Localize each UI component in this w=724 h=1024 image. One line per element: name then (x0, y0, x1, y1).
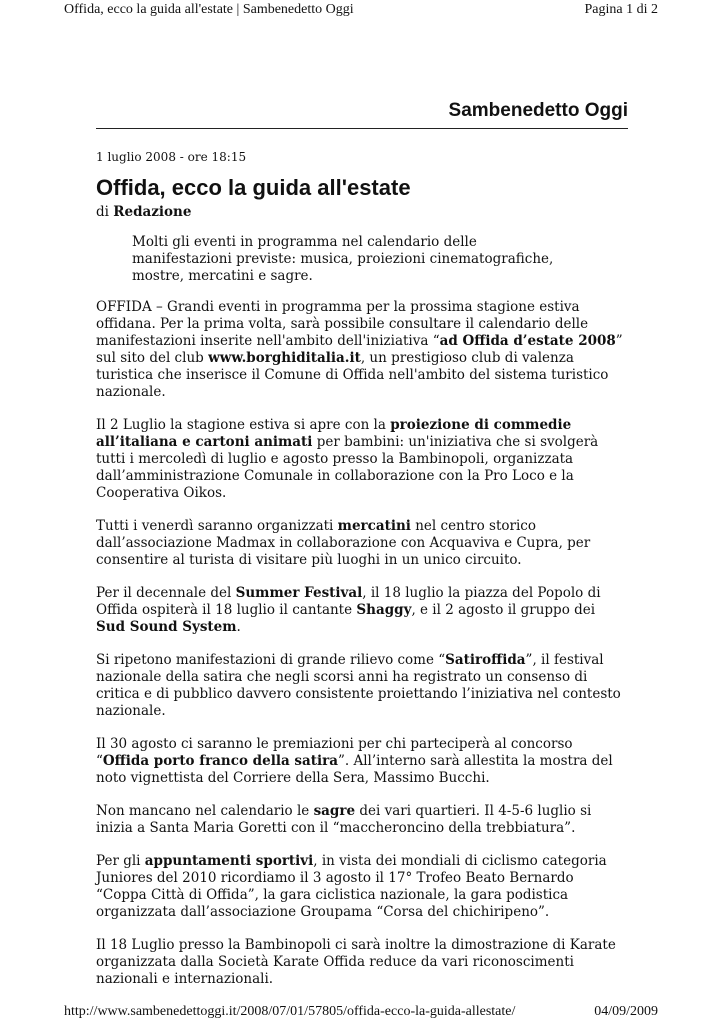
paragraph-text: per bambini: un'iniziativa che si svolgerà tutti i mercoledì di luglio e agosto presso la Bambinopoli, organizzata dall’amministrazione Comunale in collaborazione con la Pro Loco e la Cooperativa Oikos. (96, 434, 599, 501)
emphasis-text: Shaggy (356, 602, 412, 618)
article-paragraph (96, 652, 628, 720)
paragraph-text: . (236, 619, 241, 635)
print-header-title: Offida, ecco la guida all'estate | Sambenedetto Oggi (64, 2, 354, 17)
paragraph-text: ” sul sito del club (96, 333, 623, 366)
article-paragraph (96, 585, 628, 636)
article-body (96, 299, 628, 988)
emphasis-text: mercatini (337, 518, 411, 534)
paragraph-text: ”, il festival nazionale della satira che negli scorsi anni ha registrato un consenso di critica e di pubblico davvero consistente proiettando l’iniziativa nel contesto nazionale. (96, 652, 621, 719)
paragraph-text: Tutti i venerdì saranno organizzati (96, 518, 338, 534)
article-title: Offida, ecco la guida all'estate (96, 175, 411, 200)
emphasis-text: sagre (313, 803, 356, 819)
paragraph-text: Non mancano nel calendario le (96, 803, 314, 819)
paragraph-text: Il 2 Luglio la stagione estiva si apre con la (96, 417, 391, 433)
paragraph-text: , in vista dei mondiali di ciclismo categoria Juniores del 2010 ricordiamo il 3 agosto il 17° Trofeo Beato Bernardo “Coppa Città di Offida”, la gara ciclistica nazionale, la gara podistica organizzata dall’associazione Groupama “Corsa del chichiripeno”. (96, 853, 607, 920)
paragraph-text: , e il 2 agosto il gruppo dei (411, 602, 596, 618)
paragraph-text: Il 30 agosto ci saranno le premiazioni per chi parteciperà al concorso “ (96, 736, 573, 769)
emphasis-text: ad Offida d’estate 2008 (439, 333, 616, 349)
article-paragraph (96, 417, 628, 502)
paragraph-text: OFFIDA – Grandi eventi in programma per la prossima stagione estiva offidana. Per la prima volta, sarà possibile consultare il calendario delle manifestazioni inserite nell'ambito dell'iniziativa “ (96, 299, 589, 349)
emphasis-text: Satiroffida (445, 652, 526, 668)
print-footer-url: http://www.sambenedettoggi.it/2008/07/01/57805/offida-ecco-la-guida-allestate/ (64, 1004, 516, 1019)
byline-prefix: di (96, 204, 114, 220)
emphasis-text: Offida porto franco della satira (102, 753, 338, 769)
article-paragraph (96, 518, 628, 569)
masthead: Sambenedetto Oggi (96, 100, 628, 129)
emphasis-text: Summer Festival (235, 585, 363, 601)
paragraph-text: , un prestigioso club di valenza turistica che inserisce il Comune di Offida nell'ambito del sistema turistico nazionale. (96, 350, 609, 400)
author-name: Redazione (113, 204, 192, 220)
print-footer (0, 1004, 724, 1024)
article-lead: Molti gli eventi in programma nel calendario delle manifestazioni previste: musica, proiezioni cinematografiche, mostre, mercatini e sagre. (132, 234, 554, 284)
print-header-page-number: Pagina 1 di 2 (584, 2, 658, 17)
article-paragraph (96, 937, 628, 988)
paragraph-text: , il 18 luglio la piazza del Popolo di Offida ospiterà il 18 luglio il cantante (96, 585, 601, 618)
paragraph-text: nel centro storico dall’associazione Madmax in collaborazione con Acquaviva e Cupra, per consentire al turista di visitare più luoghi in un unico circuito. (96, 518, 591, 568)
print-footer-date: 04/09/2009 (594, 1004, 658, 1019)
paragraph-text: dei vari quartieri. Il 4-5-6 luglio si inizia a Santa Maria Goretti con il “maccheroncino della trebbiatura”. (96, 803, 592, 836)
paragraph-text: Si ripetono manifestazioni di grande rilievo come “ (96, 652, 446, 668)
byline (96, 204, 628, 220)
emphasis-text: Sud Sound System (96, 619, 237, 635)
article-paragraph (96, 803, 628, 837)
emphasis-text: www.borghiditalia.it (208, 350, 361, 366)
article-date: 1 luglio 2008 - ore 18:15 (96, 150, 247, 164)
article-paragraph (96, 853, 628, 921)
emphasis-text: proiezione di commedie all’italiana e cartoni animati (96, 417, 572, 450)
paragraph-text: ”. All’interno sarà allestita la mostra del noto vignettista del Corriere della Sera, Massimo Bucchi. (96, 753, 613, 786)
article (96, 150, 628, 1004)
paragraph-text: Il 18 Luglio presso la Bambinopoli ci sarà inoltre la dimostrazione di Karate organizzata dalla Società Karate Offida reduce da vari riconoscimenti nazionali e internazionali. (96, 937, 616, 987)
article-paragraph (96, 299, 628, 401)
emphasis-text: appuntamenti sportivi (144, 853, 314, 869)
print-header (0, 0, 724, 22)
paragraph-text: Per gli (96, 853, 145, 869)
article-paragraph (96, 736, 628, 787)
paragraph-text: Per il decennale del (96, 585, 236, 601)
